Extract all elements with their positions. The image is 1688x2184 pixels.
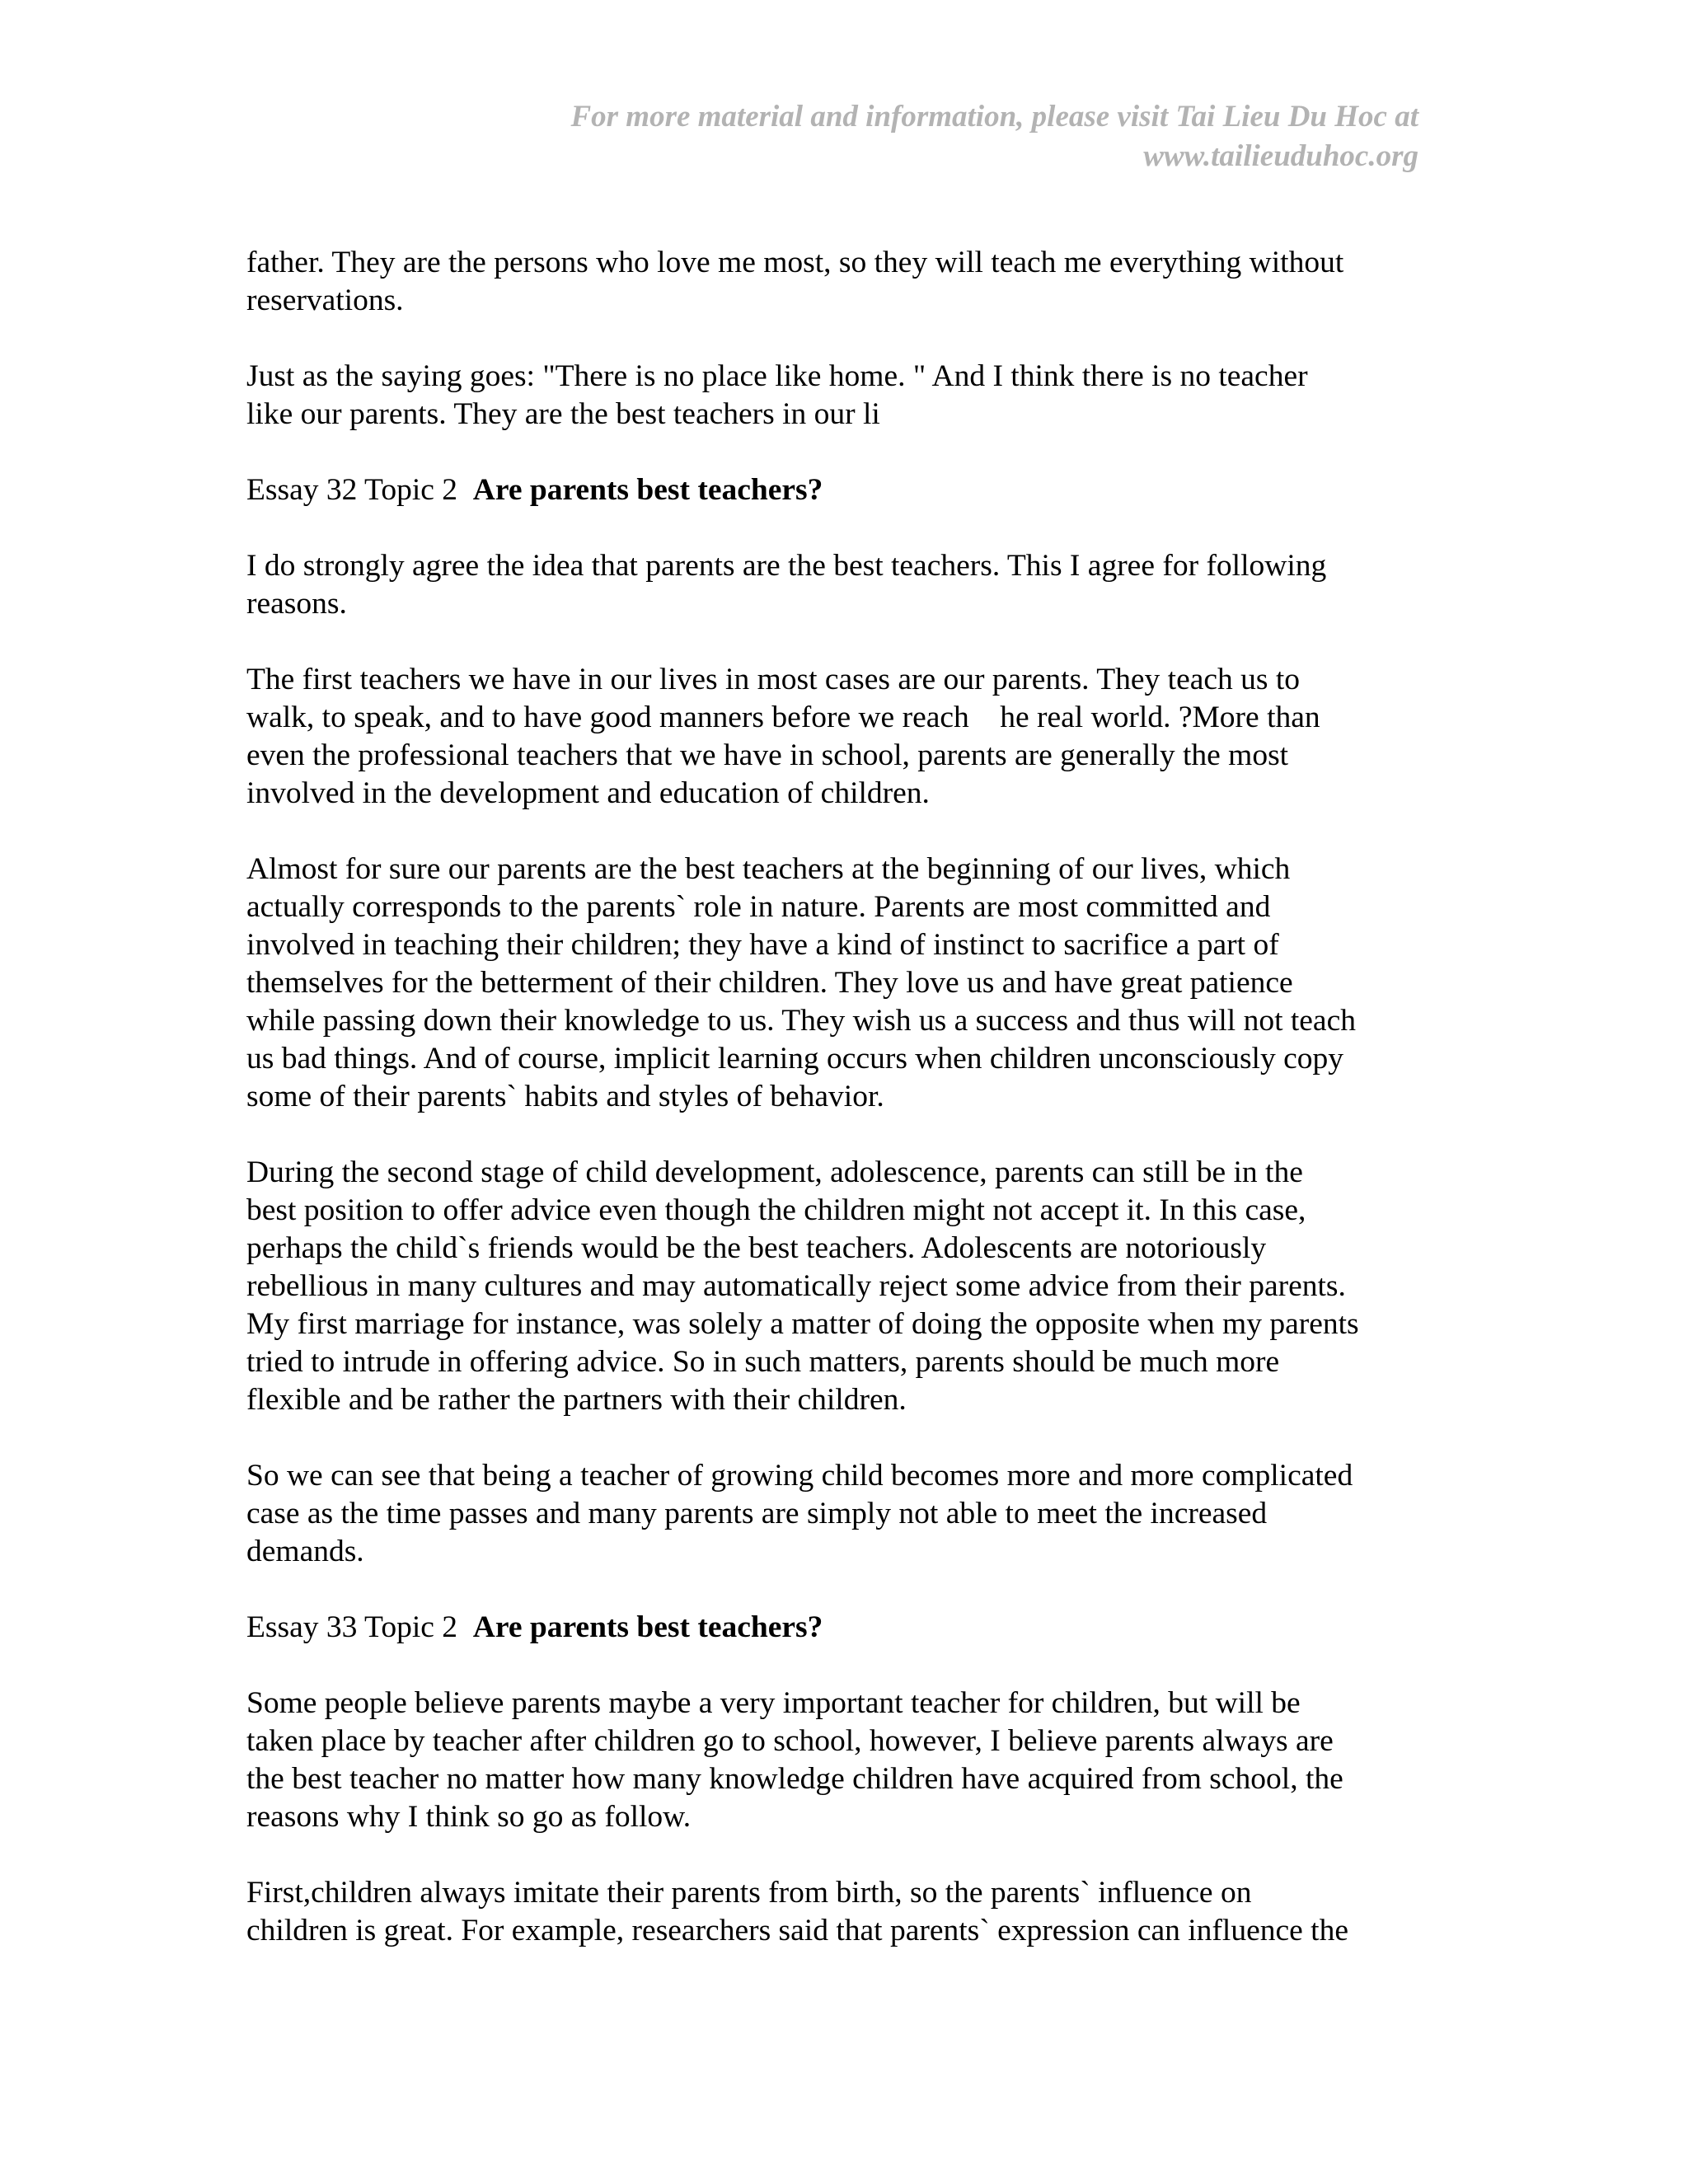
essay-label: Essay 33 Topic 2 (246, 1610, 473, 1644)
paragraph (246, 661, 1442, 813)
essay-heading-line (246, 1609, 1442, 1647)
text-line: involved in the development and education of children. (246, 776, 930, 810)
paragraph (246, 547, 1442, 623)
text-line: reasons why I think so go as follow. (246, 1800, 692, 1834)
text-line: Almost for sure our parents are the best teachers at the beginning of our lives, which (246, 852, 1291, 886)
paragraph (246, 244, 1442, 320)
paragraph (246, 1154, 1442, 1419)
header-line-1: For more material and information, please visit Tai Lieu Du Hoc at (570, 100, 1418, 134)
text-line: I do strongly agree the idea that parents are the best teachers. This I agree for following (246, 549, 1327, 583)
text-line: rebellious in many cultures and may automatically reject some advice from their parents. (246, 1269, 1346, 1303)
text-line: So we can see that being a teacher of growing child becomes more and more complicated (246, 1459, 1353, 1493)
paragraph (246, 1874, 1442, 1950)
text-line: During the second stage of child development, adolescence, parents can still be in the (246, 1155, 1303, 1189)
paragraph (246, 358, 1442, 434)
paragraph (246, 1685, 1442, 1836)
text-line: First,children always imitate their parents from birth, so the parents` influence on (246, 1876, 1252, 1910)
paragraph (246, 1457, 1442, 1571)
text-line: taken place by teacher after children go to school, however, I believe parents always are (246, 1724, 1334, 1758)
text-line: us bad things. And of course, implicit learning occurs when children unconsciously copy (246, 1042, 1343, 1076)
essay-title: Are parents best teachers? (472, 473, 823, 507)
essay-title: Are parents best teachers? (472, 1610, 823, 1644)
text-line: like our parents. They are the best teachers in our li (246, 397, 880, 431)
text-line: reservations. (246, 284, 404, 317)
paragraph (246, 851, 1442, 1116)
text-line: walk, to speak, and to have good manners before we reach he real world. ?More than (246, 701, 1320, 734)
text-line: The first teachers we have in our lives in most cases are our parents. They teach us to (246, 663, 1301, 696)
text-line: some of their parents` habits and styles of behavior. (246, 1080, 884, 1113)
header-website: www.tailieuduhoc.org (1143, 139, 1418, 173)
document-body (246, 244, 1442, 1988)
text-line: My first marriage for instance, was solely a matter of doing the opposite when my parents (246, 1307, 1359, 1341)
text-line: Just as the saying goes: "There is no place like home. " And I think there is no teacher (246, 359, 1308, 393)
text-line: father. They are the persons who love me most, so they will teach me everything without (246, 246, 1344, 279)
page-header (347, 97, 1418, 176)
text-line: children is great. For example, researchers said that parents` expression can influence the (246, 1914, 1348, 1947)
text-line: tried to intrude in offering advice. So in such matters, parents should be much more (246, 1345, 1280, 1379)
essay-heading (246, 1609, 1442, 1647)
text-line: even the professional teachers that we have in school, parents are generally the most (246, 738, 1289, 772)
essay-heading (246, 471, 1442, 509)
text-line: actually corresponds to the parents` role in nature. Parents are most committed and (246, 890, 1271, 924)
essay-heading-line (246, 471, 1442, 509)
text-line: while passing down their knowledge to us. They wish us a success and thus will not teach (246, 1004, 1356, 1038)
text-line: flexible and be rather the partners with their children. (246, 1383, 907, 1417)
text-line: case as the time passes and many parents are simply not able to meet the increased (246, 1497, 1268, 1530)
text-line: the best teacher no matter how many knowledge children have acquired from school, the (246, 1762, 1343, 1796)
text-line: demands. (246, 1535, 364, 1568)
text-line: reasons. (246, 587, 347, 621)
text-line: perhaps the child`s friends would be the best teachers. Adolescents are notoriously (246, 1231, 1267, 1265)
text-line: Some people believe parents maybe a very important teacher for children, but will be (246, 1686, 1301, 1720)
essay-label: Essay 32 Topic 2 (246, 473, 473, 507)
text-line: involved in teaching their children; they have a kind of instinct to sacrifice a part of (246, 928, 1279, 962)
text-line: themselves for the betterment of their children. They love us and have great patience (246, 966, 1293, 1000)
text-line: best position to offer advice even though the children might not accept it. In this case, (246, 1193, 1306, 1227)
